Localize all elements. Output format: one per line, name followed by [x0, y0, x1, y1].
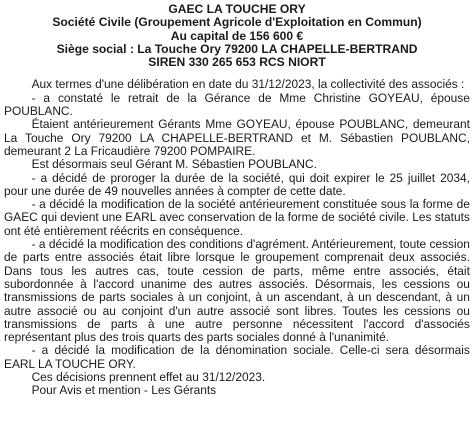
- paragraph-nouveau-gerant: Est désormais seul Gérant M. Sébastien POUBLANC.: [31, 157, 317, 172]
- paragraph-denomination: - a décidé la modification de la dénomination sociale. Celle-ci sera désormais EARL LA TOUCHE ORY.: [4, 343, 470, 371]
- notice-body: [4, 78, 470, 397]
- paragraph-transformation: - a décidé la modification de la société antérieurement constituée sous la forme de GAEC qui devient une EARL avec conservation de la forme de société civile. Les statuts ont été entièrement réécrits en conséquence.: [4, 197, 470, 238]
- paragraph-intro: Aux termes d'une délibération en date du 31/12/2023, la collectivité des associés :: [31, 77, 465, 92]
- paragraph-prise-effet: Ces décisions prennent effet au 31/12/2023.: [31, 370, 266, 385]
- notice-header: [4, 3, 470, 69]
- share-capital: Au capital de 156 600 €: [170, 28, 304, 43]
- paragraph-agrement: - a décidé la modification des conditions d'agrément. Antérieurement, toute cession de parts entre associés était libre lorsque le groupement comprenait deux associés. Dans tous les autres cas, toute cession de parts, même entre associés, était subordonnée à l'accord unanime des autres associés. Désormais, les cessions ou transmissions de parts sociales à un conjoint, à un ascendant, à un descendant, à un autre associé ou au conjoint d'un autre associé sont libres. Toutes les cessions ou transmissions de parts à une autre personne nécessitent l'accord d'associés représentant plus des trois quarts des parts sociales donné à l'unanimité.: [4, 237, 470, 345]
- company-name: GAEC LA TOUCHE ORY: [168, 2, 306, 16]
- paragraph-signature: Pour Avis et mention - Les Gérants: [31, 383, 217, 398]
- siren-number: SIREN 330 265 653 RCS NIORT: [148, 55, 326, 70]
- registered-office: Siège social : La Touche Ory 79200 LA CHAPELLE-BERTRAND: [56, 41, 418, 56]
- company-form: Société Civile (Groupement Agricole d'Exploitation en Commun): [52, 15, 422, 30]
- paragraph-retrait-gerance: - a constaté le retrait de la Gérance de Mme Christine GOYEAU, épouse POUBLANC.: [4, 90, 470, 119]
- paragraph-prorogation: - a décidé de proroger la durée de la société, qui doit expirer le 25 juillet 2034, pour une durée de 49 nouvelles années à compter de cette date.: [4, 170, 470, 198]
- paragraph-anciens-gerants: Étaient antérieurement Gérants Mme GOYEAU, épouse POUBLANC, demeurant La Touche Ory 79200 LA CHAPELLE-BERTRAND et M. Sébastien POUBLANC, demeurant 2 La Fricaudière 79200 POMPAIRE.: [4, 117, 470, 158]
